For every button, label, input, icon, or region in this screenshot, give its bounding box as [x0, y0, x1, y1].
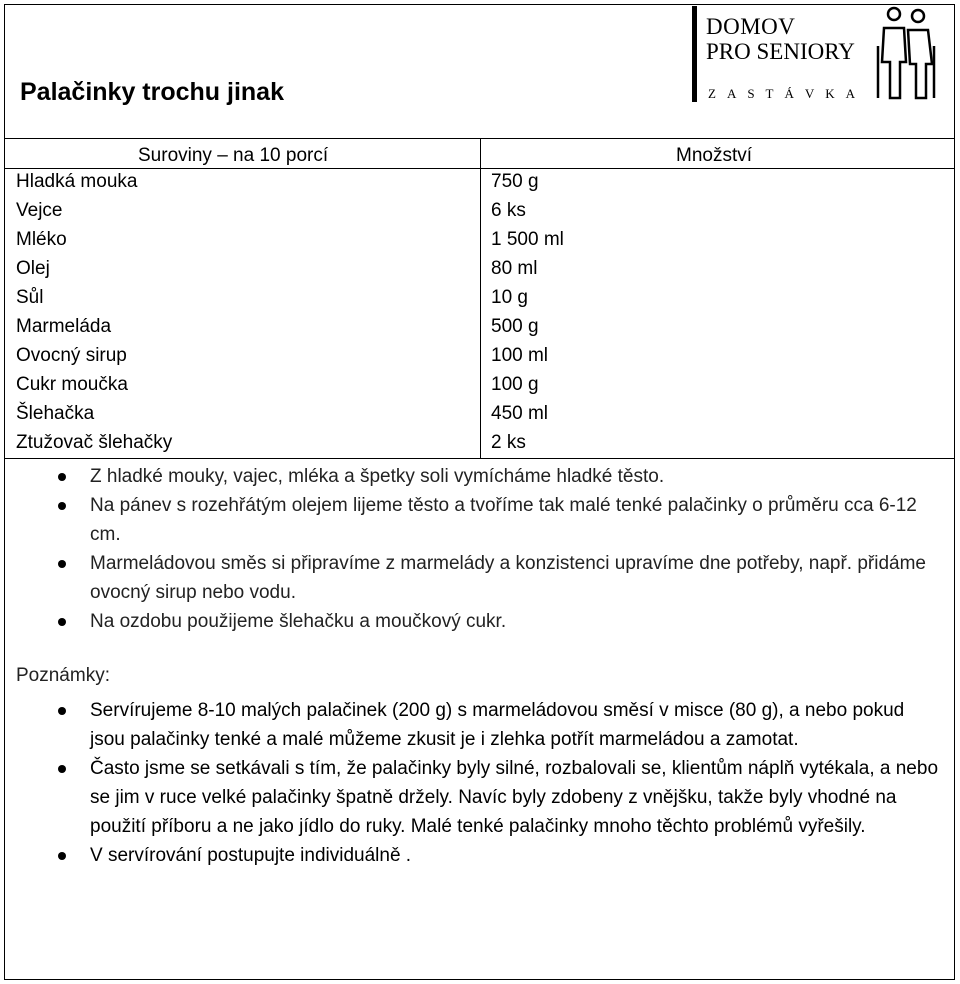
ingredient-name: Sůl: [16, 287, 44, 308]
list-item: [90, 549, 940, 607]
table-row: [16, 432, 936, 461]
ingredient-quantity: 1 500 ml: [491, 229, 564, 250]
preparation-steps-list: [90, 462, 940, 636]
ingredient-quantity: 80 ml: [491, 258, 538, 279]
seniors-figures-icon: [872, 6, 938, 102]
ingredient-quantity: 10 g: [491, 287, 528, 308]
ingredient-name: Cukr moučka: [16, 374, 128, 395]
step-text: Marmeládovou směs si připravíme z marmelády a konzistenci upravíme dne potřeby, např. přidáme ovocný sirup nebo vodu.: [90, 553, 926, 603]
table-row: [16, 345, 936, 374]
notes-heading: Poznámky:: [16, 665, 110, 686]
bullet-icon: [58, 473, 66, 481]
list-item: [90, 841, 940, 870]
list-item: [90, 462, 940, 491]
table-row: [16, 171, 936, 200]
ingredient-name: Vejce: [16, 200, 63, 221]
list-item: [90, 696, 940, 754]
bullet-icon: [58, 560, 66, 568]
table-row: [16, 287, 936, 316]
ingredient-quantity: 750 g: [491, 171, 539, 192]
note-text: V servírování postupujte individuálně .: [90, 845, 412, 866]
note-text: Často jsme se setkávali s tím, že palačinky byly silné, rozbalovali se, klientům náplň vytékala, a nebo se jim v ruce velké palačinky špatně držely. Navíc byly zdobeny z vnějšku, takže byly vhodné na použití příboru a ne jako jídlo do ruky. Malé tenké palačinky mnoho těchto problémů vyřešily.: [90, 758, 939, 837]
table-row: [16, 374, 936, 403]
page-title: Palačinky trochu jinak: [20, 78, 284, 106]
logo-text-line1: DOMOV: [706, 14, 796, 39]
ingredient-name: Ovocný sirup: [16, 345, 127, 366]
ingredient-quantity: 500 g: [491, 316, 539, 337]
table-row: [16, 200, 936, 229]
ingredient-quantity: 6 ks: [491, 200, 526, 221]
ingredient-name: Marmeláda: [16, 316, 112, 337]
ingredient-quantity: 450 ml: [491, 403, 549, 424]
ingredient-name: Ztužovač šlehačky: [16, 432, 173, 453]
list-item: [90, 754, 940, 841]
step-text: Z hladké mouky, vajec, mléka a špetky soli vymícháme hladké těsto.: [90, 466, 665, 487]
bullet-icon: [58, 707, 66, 715]
bullet-icon: [58, 765, 66, 773]
list-item: [90, 491, 940, 549]
ingredient-name: Olej: [16, 258, 50, 279]
table-row: [16, 229, 936, 258]
ingredient-name: Hladká mouka: [16, 171, 138, 192]
notes-list: [90, 696, 940, 870]
note-text: Servírujeme 8-10 malých palačinek (200 g) s marmeládovou směsí v misce (80 g), a nebo pokud jsou palačinky tenké a malé můžeme zkusit je i zlehka potřít marmeládou a zamotat.: [90, 700, 905, 750]
ingredient-quantity: 2 ks: [491, 432, 526, 453]
table-row: [16, 316, 936, 345]
ingredient-quantity: 100 g: [491, 374, 539, 395]
table-row: [16, 258, 936, 287]
bullet-icon: [58, 618, 66, 626]
logo: [690, 6, 940, 106]
logo-text-line3: ZASTÁVKA: [708, 86, 867, 101]
logo-bar: [692, 6, 697, 102]
list-item: [90, 607, 940, 636]
ingredient-name: Šlehačka: [16, 403, 95, 424]
ingredients-column-header: Suroviny – na 10 porcí: [138, 145, 329, 166]
ingredient-quantity: 100 ml: [491, 345, 549, 366]
logo-text-line2: PRO SENIORY: [706, 39, 855, 64]
table-bottom-divider: [4, 458, 955, 459]
bullet-icon: [58, 852, 66, 860]
table-row: [16, 403, 936, 432]
step-text: Na ozdobu použijeme šlehačku a moučkový cukr.: [90, 611, 507, 632]
quantity-column-header: Množství: [676, 145, 753, 166]
ingredient-name: Mléko: [16, 229, 67, 250]
bullet-icon: [58, 502, 66, 510]
step-text: Na pánev s rozehřátým olejem lijeme těsto a tvoříme tak malé tenké palačinky o průměru cca 6-12 cm.: [90, 495, 917, 545]
